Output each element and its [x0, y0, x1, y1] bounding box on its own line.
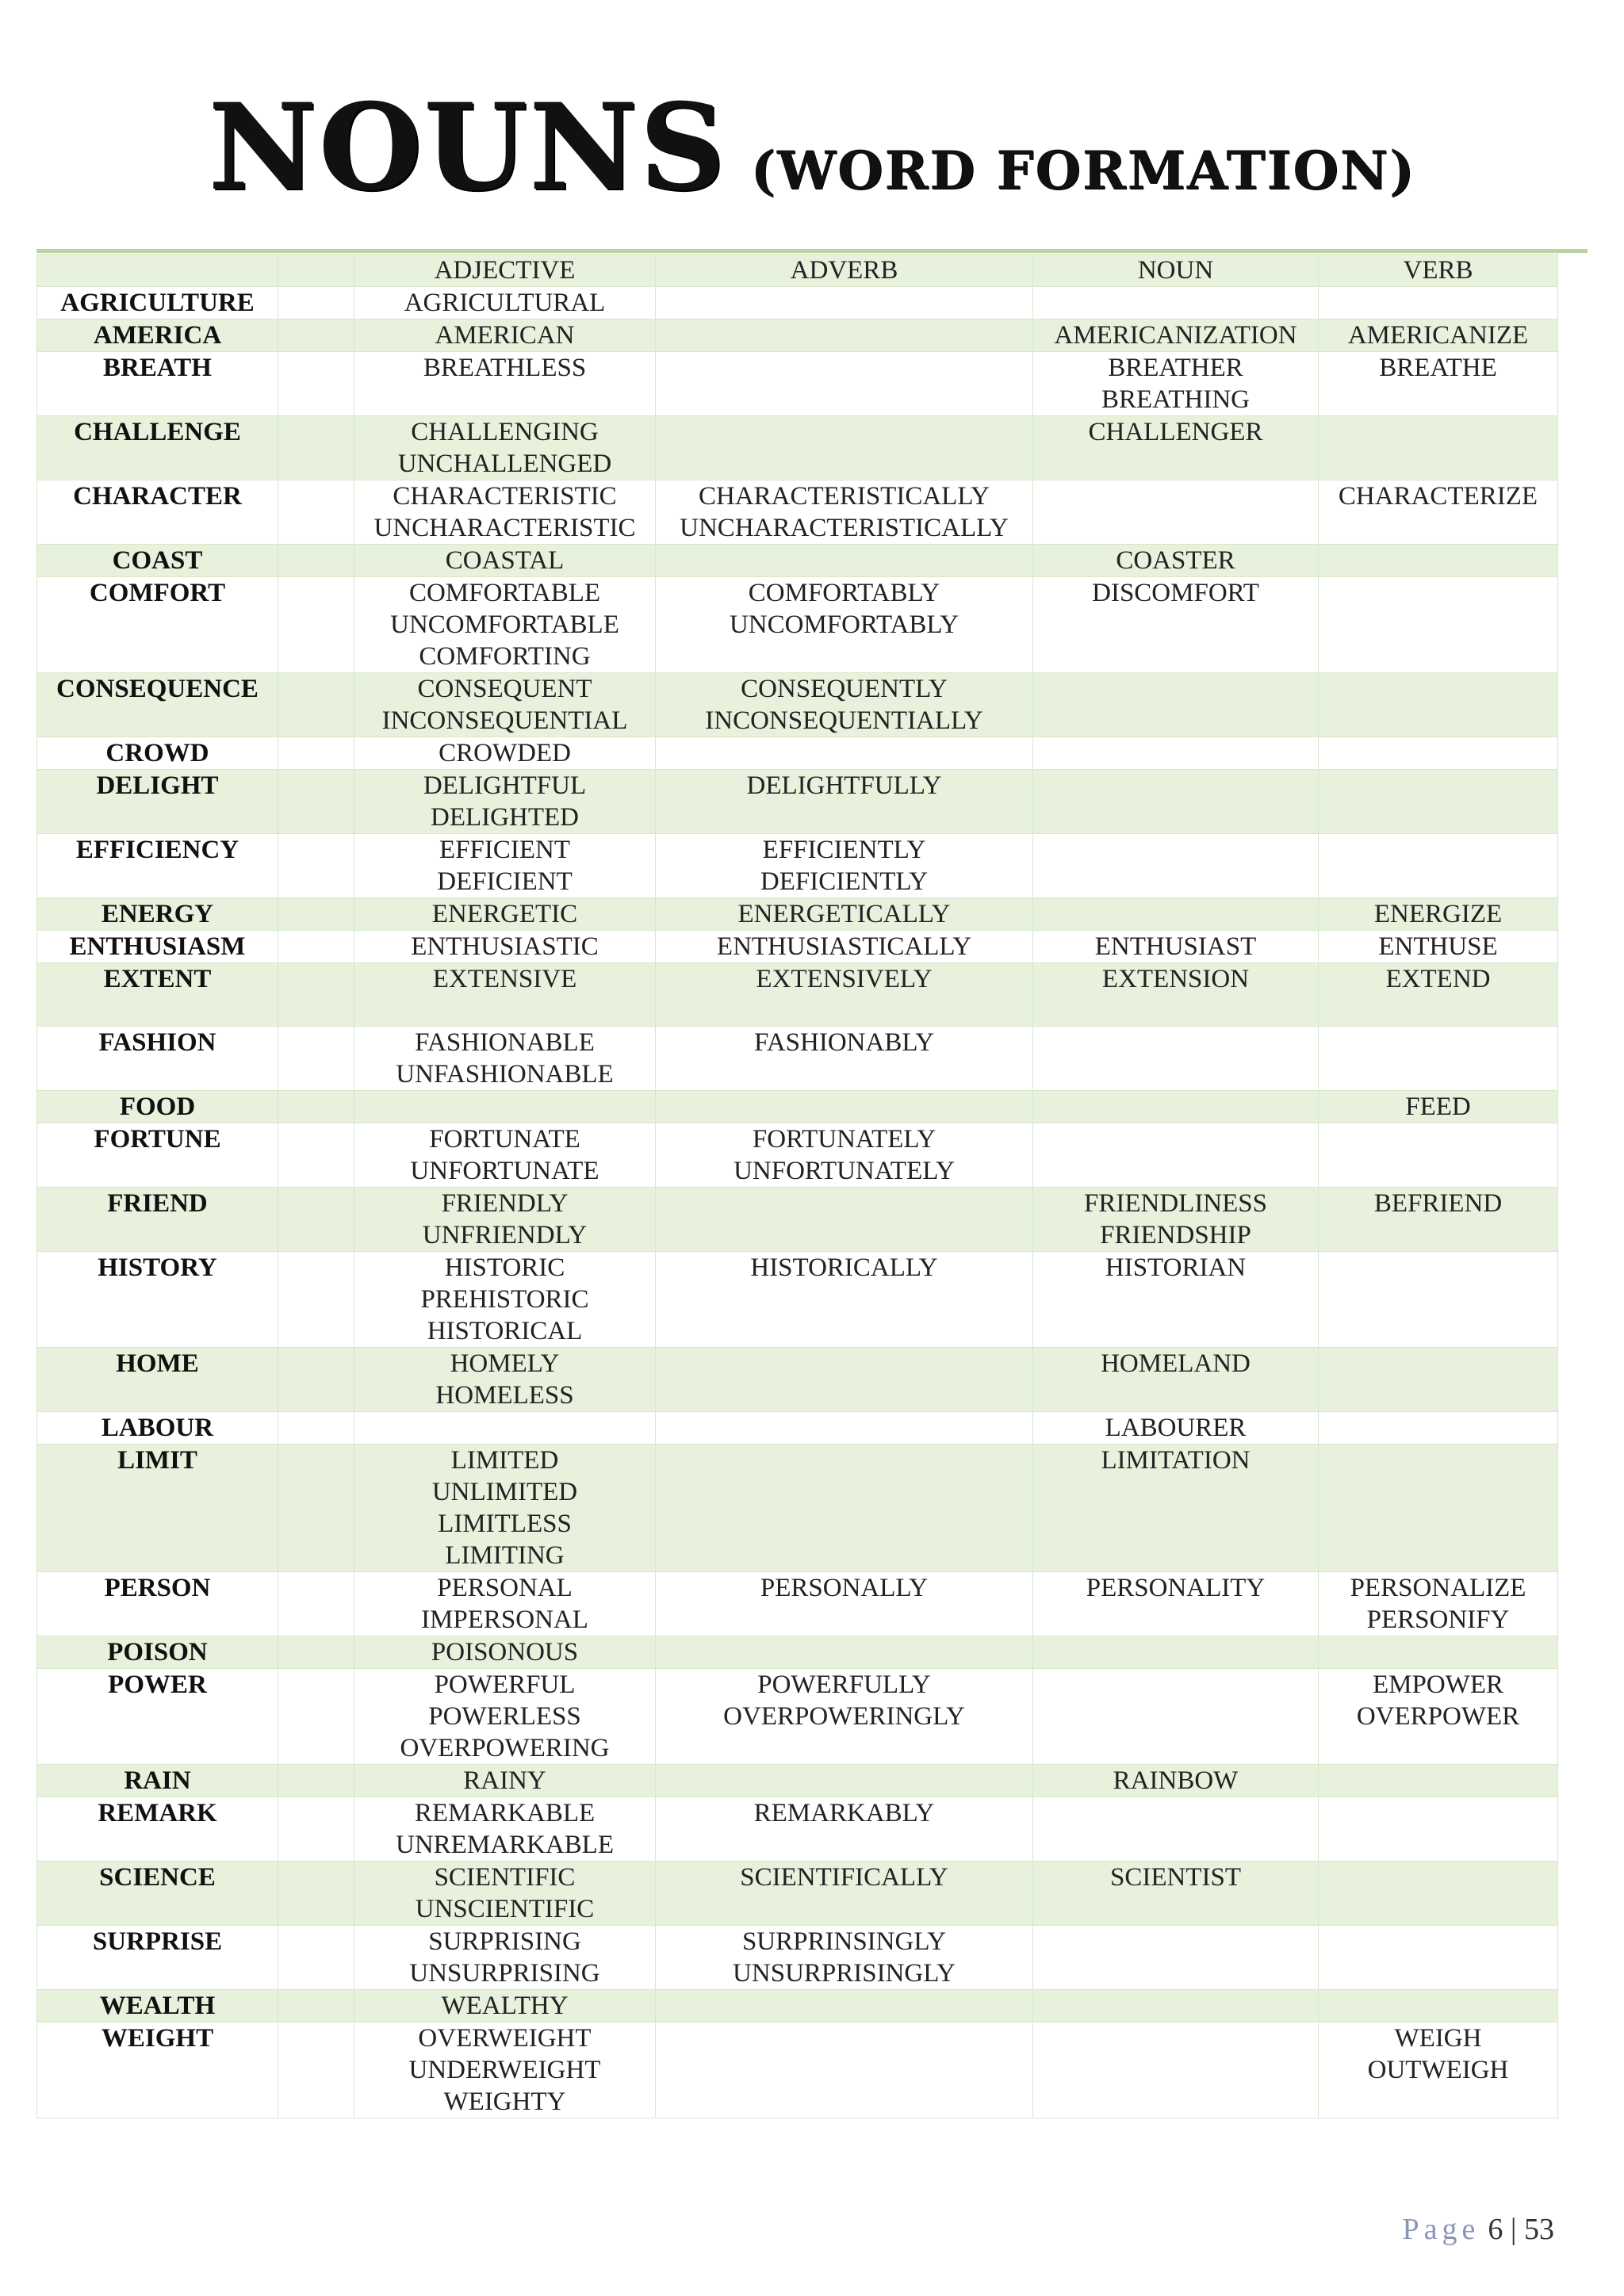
blank-cell [278, 1765, 354, 1797]
word-cell: EXTENT [37, 963, 278, 1027]
adjective-cell: FASHIONABLE UNFASHIONABLE [354, 1027, 656, 1091]
word-cell: AGRICULTURE [37, 287, 278, 320]
adverb-cell: CHARACTERISTICALLY UNCHARACTERISTICALLY [656, 480, 1033, 545]
noun-cell [1033, 1990, 1319, 2022]
adverb-cell [656, 1445, 1033, 1572]
table-row [37, 545, 1558, 577]
title-main: NOUNS [208, 78, 727, 217]
adverb-cell: FORTUNATELY UNFORTUNATELY [656, 1123, 1033, 1188]
table-row [37, 1572, 1558, 1636]
adjective-cell: ENTHUSIASTIC [354, 931, 656, 963]
word-cell: COMFORT [37, 577, 278, 673]
verb-cell [1319, 834, 1558, 898]
blank-cell [278, 545, 354, 577]
word-cell: FORTUNE [37, 1123, 278, 1188]
adjective-cell: COMFORTABLE UNCOMFORTABLE COMFORTING [354, 577, 656, 673]
adverb-cell: CONSEQUENTLY INCONSEQUENTIALLY [656, 673, 1033, 737]
blank-cell [278, 480, 354, 545]
word-cell: COAST [37, 545, 278, 577]
table-row [37, 1797, 1558, 1862]
word-cell: FOOD [37, 1091, 278, 1123]
blank-cell [278, 931, 354, 963]
verb-cell [1319, 1862, 1558, 1926]
table-row [37, 416, 1558, 480]
verb-cell [1319, 737, 1558, 770]
adjective-cell: POWERFUL POWERLESS OVERPOWERING [354, 1669, 656, 1765]
blank-cell [278, 577, 354, 673]
noun-cell: ENTHUSIAST [1033, 931, 1319, 963]
adverb-cell [656, 287, 1033, 320]
table-row [37, 770, 1558, 834]
page-label: Page [1402, 2213, 1480, 2246]
adverb-cell [656, 352, 1033, 416]
adverb-cell [656, 416, 1033, 480]
blank-cell [278, 287, 354, 320]
blank-cell [278, 963, 354, 1027]
noun-cell: DISCOMFORT [1033, 577, 1319, 673]
word-cell: FASHION [37, 1027, 278, 1091]
table-row [37, 963, 1558, 1027]
word-cell: BREATH [37, 352, 278, 416]
adjective-cell: EFFICIENT DEFICIENT [354, 834, 656, 898]
noun-cell: HOMELAND [1033, 1348, 1319, 1412]
noun-cell [1033, 2022, 1319, 2118]
blank-cell [278, 416, 354, 480]
adverb-cell: POWERFULLY OVERPOWERINGLY [656, 1669, 1033, 1765]
noun-cell [1033, 737, 1319, 770]
noun-cell: RAINBOW [1033, 1765, 1319, 1797]
adjective-cell: WEALTHY [354, 1990, 656, 2022]
blank-cell [278, 1669, 354, 1765]
table-row [37, 320, 1558, 352]
word-cell: CHALLENGE [37, 416, 278, 480]
adverb-cell: REMARKABLY [656, 1797, 1033, 1862]
noun-cell [1033, 1669, 1319, 1765]
table-row [37, 1091, 1558, 1123]
word-cell: FRIEND [37, 1188, 278, 1252]
adverb-cell [656, 737, 1033, 770]
adjective-cell [354, 1412, 656, 1445]
adjective-cell: FORTUNATE UNFORTUNATE [354, 1123, 656, 1188]
table-row [37, 1926, 1558, 1990]
blank-cell [278, 1412, 354, 1445]
verb-cell: ENTHUSE [1319, 931, 1558, 963]
blank-cell [278, 1123, 354, 1188]
adjective-cell: AMERICAN [354, 320, 656, 352]
adverb-cell: PERSONALLY [656, 1572, 1033, 1636]
noun-cell [1033, 834, 1319, 898]
word-cell: WEALTH [37, 1990, 278, 2022]
word-cell: LIMIT [37, 1445, 278, 1572]
adjective-cell: BREATHLESS [354, 352, 656, 416]
verb-cell [1319, 1027, 1558, 1091]
blank-cell [278, 1990, 354, 2022]
verb-cell [1319, 770, 1558, 834]
verb-cell [1319, 1797, 1558, 1862]
adjective-cell: REMARKABLE UNREMARKABLE [354, 1797, 656, 1862]
word-cell: DELIGHT [37, 770, 278, 834]
table-row [37, 1412, 1558, 1445]
verb-cell: WEIGH OUTWEIGH [1319, 2022, 1558, 2118]
verb-cell [1319, 287, 1558, 320]
verb-cell [1319, 1252, 1558, 1348]
word-cell: HISTORY [37, 1252, 278, 1348]
noun-cell: SCIENTIST [1033, 1862, 1319, 1926]
word-cell: ENERGY [37, 898, 278, 931]
table-row [37, 834, 1558, 898]
verb-cell [1319, 1445, 1558, 1572]
noun-cell: COASTER [1033, 545, 1319, 577]
adjective-cell: HOMELY HOMELESS [354, 1348, 656, 1412]
adjective-cell: ENERGETIC [354, 898, 656, 931]
blank-cell [278, 1091, 354, 1123]
word-cell: PERSON [37, 1572, 278, 1636]
noun-cell [1033, 770, 1319, 834]
verb-cell [1319, 1926, 1558, 1990]
table-row [37, 352, 1558, 416]
noun-cell: AMERICANIZATION [1033, 320, 1319, 352]
noun-cell [1033, 287, 1319, 320]
word-cell: CONSEQUENCE [37, 673, 278, 737]
adjective-cell: CONSEQUENT INCONSEQUENTIAL [354, 673, 656, 737]
word-cell: EFFICIENCY [37, 834, 278, 898]
noun-cell: HISTORIAN [1033, 1252, 1319, 1348]
adverb-cell: ENTHUSIASTICALLY [656, 931, 1033, 963]
adjective-cell: EXTENSIVE [354, 963, 656, 1027]
verb-cell: EMPOWER OVERPOWER [1319, 1669, 1558, 1765]
adverb-cell: SURPRINSINGLY UNSURPRISINGLY [656, 1926, 1033, 1990]
noun-cell [1033, 673, 1319, 737]
adjective-cell: SURPRISING UNSURPRISING [354, 1926, 656, 1990]
adverb-cell [656, 1412, 1033, 1445]
verb-cell [1319, 1348, 1558, 1412]
verb-cell: AMERICANIZE [1319, 320, 1558, 352]
word-cell: WEIGHT [37, 2022, 278, 2118]
verb-cell [1319, 1412, 1558, 1445]
word-cell: POISON [37, 1636, 278, 1669]
table-row [37, 1636, 1558, 1669]
adverb-cell [656, 1348, 1033, 1412]
table-row [37, 931, 1558, 963]
noun-cell: FRIENDLINESS FRIENDSHIP [1033, 1188, 1319, 1252]
adjective-cell: AGRICULTURAL [354, 287, 656, 320]
adverb-cell: DELIGHTFULLY [656, 770, 1033, 834]
noun-cell [1033, 898, 1319, 931]
noun-cell [1033, 1797, 1319, 1862]
noun-cell: LIMITATION [1033, 1445, 1319, 1572]
adjective-cell: HISTORIC PREHISTORIC HISTORICAL [354, 1252, 656, 1348]
table-row [37, 1027, 1558, 1091]
adjective-cell: FRIENDLY UNFRIENDLY [354, 1188, 656, 1252]
verb-cell [1319, 1765, 1558, 1797]
table-row [37, 1348, 1558, 1412]
word-cell: SCIENCE [37, 1862, 278, 1926]
blank-cell [278, 770, 354, 834]
adjective-cell [354, 1091, 656, 1123]
blank-cell [278, 737, 354, 770]
word-cell: SURPRISE [37, 1926, 278, 1990]
table-row [37, 1765, 1558, 1797]
word-cell: REMARK [37, 1797, 278, 1862]
adjective-cell: DELIGHTFUL DELIGHTED [354, 770, 656, 834]
blank-cell [278, 1188, 354, 1252]
adjective-cell: COASTAL [354, 545, 656, 577]
adverb-cell [656, 545, 1033, 577]
header-verb: VERB [1319, 254, 1558, 287]
adjective-cell: PERSONAL IMPERSONAL [354, 1572, 656, 1636]
page-number: 6 | 53 [1488, 2213, 1554, 2246]
verb-cell [1319, 577, 1558, 673]
blank-cell [278, 1797, 354, 1862]
verb-cell: CHARACTERIZE [1319, 480, 1558, 545]
adverb-cell [656, 1765, 1033, 1797]
header-noun: NOUN [1033, 254, 1319, 287]
blank-cell [278, 1348, 354, 1412]
table-row [37, 673, 1558, 737]
blank-cell [278, 1027, 354, 1091]
word-cell: RAIN [37, 1765, 278, 1797]
table-row [37, 1188, 1558, 1252]
table-row [37, 480, 1558, 545]
adjective-cell: POISONOUS [354, 1636, 656, 1669]
table-row [37, 1252, 1558, 1348]
adverb-cell: EXTENSIVELY [656, 963, 1033, 1027]
blank-cell [278, 1572, 354, 1636]
adverb-cell [656, 2022, 1033, 2118]
word-cell: ENTHUSIASM [37, 931, 278, 963]
adjective-cell: CHARACTERISTIC UNCHARACTERISTIC [354, 480, 656, 545]
adverb-cell [656, 1990, 1033, 2022]
verb-cell: BEFRIEND [1319, 1188, 1558, 1252]
header-adverb: ADVERB [656, 254, 1033, 287]
blank-cell [278, 1636, 354, 1669]
verb-cell: FEED [1319, 1091, 1558, 1123]
adverb-cell: COMFORTABLY UNCOMFORTABLY [656, 577, 1033, 673]
page-footer [1269, 2212, 1554, 2247]
noun-cell: EXTENSION [1033, 963, 1319, 1027]
adverb-cell: SCIENTIFICALLY [656, 1862, 1033, 1926]
noun-cell: BREATHER BREATHING [1033, 352, 1319, 416]
word-cell: LABOUR [37, 1412, 278, 1445]
blank-cell [278, 898, 354, 931]
header-adjective: ADJECTIVE [354, 254, 656, 287]
adverb-cell: ENERGETICALLY [656, 898, 1033, 931]
adjective-cell: RAINY [354, 1765, 656, 1797]
header-word [37, 254, 278, 287]
word-cell: CHARACTER [37, 480, 278, 545]
noun-cell [1033, 480, 1319, 545]
table-row [37, 1990, 1558, 2022]
table-row [37, 1123, 1558, 1188]
blank-cell [278, 2022, 354, 2118]
adjective-cell: OVERWEIGHT UNDERWEIGHT WEIGHTY [354, 2022, 656, 2118]
adverb-cell [656, 320, 1033, 352]
verb-cell [1319, 1636, 1558, 1669]
title-divider [36, 249, 1588, 253]
adjective-cell: LIMITED UNLIMITED LIMITLESS LIMITING [354, 1445, 656, 1572]
noun-cell [1033, 1123, 1319, 1188]
title-subtitle: (WORD FORMATION) [750, 140, 1416, 201]
blank-cell [278, 352, 354, 416]
blank-cell [278, 834, 354, 898]
adverb-cell [656, 1091, 1033, 1123]
noun-cell [1033, 1091, 1319, 1123]
adverb-cell: EFFICIENTLY DEFICIENTLY [656, 834, 1033, 898]
adverb-cell: FASHIONABLY [656, 1027, 1033, 1091]
adjective-cell: CHALLENGING UNCHALLENGED [354, 416, 656, 480]
verb-cell: PERSONALIZE PERSONIFY [1319, 1572, 1558, 1636]
verb-cell: EXTEND [1319, 963, 1558, 1027]
noun-cell [1033, 1926, 1319, 1990]
table-row [37, 2022, 1558, 2118]
blank-cell [278, 673, 354, 737]
verb-cell: ENERGIZE [1319, 898, 1558, 931]
word-formation-table [36, 254, 1558, 2118]
noun-cell [1033, 1027, 1319, 1091]
table-header-row [37, 254, 1558, 287]
verb-cell [1319, 1123, 1558, 1188]
blank-cell [278, 1445, 354, 1572]
verb-cell: BREATHE [1319, 352, 1558, 416]
verb-cell [1319, 673, 1558, 737]
page-title [0, 78, 1624, 217]
blank-cell [278, 1252, 354, 1348]
table-row [37, 287, 1558, 320]
word-cell: POWER [37, 1669, 278, 1765]
noun-cell: PERSONALITY [1033, 1572, 1319, 1636]
word-cell: AMERICA [37, 320, 278, 352]
adjective-cell: CROWDED [354, 737, 656, 770]
word-cell: HOME [37, 1348, 278, 1412]
table-row [37, 737, 1558, 770]
adverb-cell [656, 1188, 1033, 1252]
verb-cell [1319, 416, 1558, 480]
noun-cell: LABOURER [1033, 1412, 1319, 1445]
table-row [37, 1669, 1558, 1765]
blank-cell [278, 1926, 354, 1990]
table-row [37, 577, 1558, 673]
verb-cell [1319, 1990, 1558, 2022]
header-blank [278, 254, 354, 287]
noun-cell: CHALLENGER [1033, 416, 1319, 480]
adverb-cell [656, 1636, 1033, 1669]
blank-cell [278, 1862, 354, 1926]
table-row [37, 1862, 1558, 1926]
noun-cell [1033, 1636, 1319, 1669]
blank-cell [278, 320, 354, 352]
adjective-cell: SCIENTIFIC UNSCIENTIFIC [354, 1862, 656, 1926]
adverb-cell: HISTORICALLY [656, 1252, 1033, 1348]
table-row [37, 898, 1558, 931]
word-cell: CROWD [37, 737, 278, 770]
table-row [37, 1445, 1558, 1572]
verb-cell [1319, 545, 1558, 577]
